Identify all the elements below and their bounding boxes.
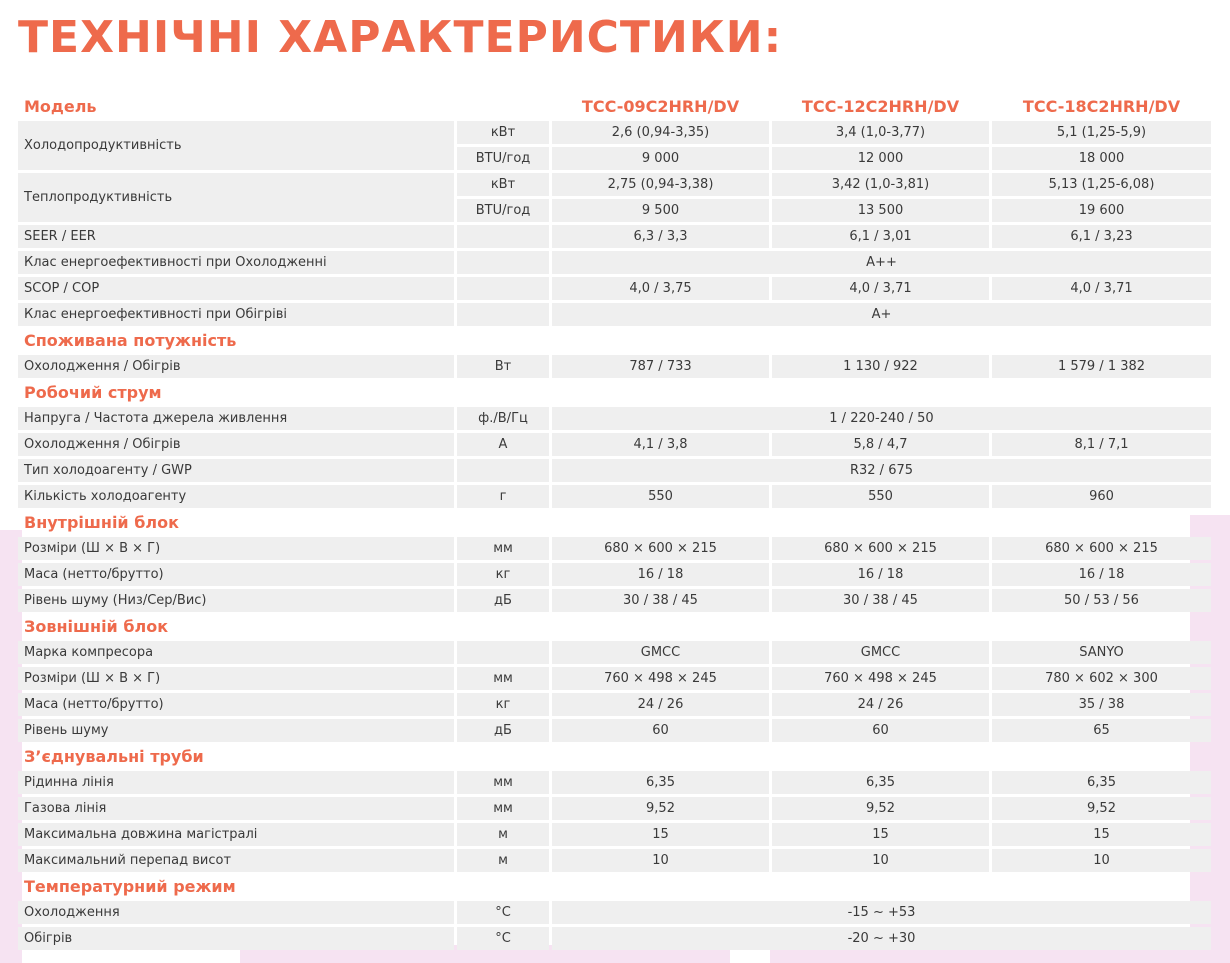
table-row: [18, 849, 1211, 872]
page-title: ТЕХНІЧНІ ХАРАКТЕРИСТИКИ:: [18, 12, 783, 63]
row-unit: [457, 251, 549, 274]
row-value: 4,1 / 3,8: [552, 433, 769, 456]
table-row: [18, 797, 1211, 820]
row-label: Охолодження / Обігрів: [18, 355, 454, 378]
table-row: [18, 459, 1211, 482]
model-name: TCC-18C2HRH/DV: [1022, 96, 1181, 116]
row-label: Маса (нетто/брутто): [18, 563, 454, 586]
row-value: 960: [992, 485, 1211, 508]
row-value: 4,0 / 3,71: [992, 277, 1211, 300]
section-title: З’єднувальні труби: [24, 747, 204, 766]
row-value: 16 / 18: [552, 563, 769, 586]
row-value: 2,6 (0,94-3,35): [552, 121, 769, 144]
row-value: A+: [552, 303, 1211, 326]
row-value: 3,42 (1,0-3,81): [772, 173, 989, 196]
row-unit: BTU/год: [457, 199, 549, 222]
row-unit: Вт: [457, 355, 549, 378]
row-value: 8,1 / 7,1: [992, 433, 1211, 456]
row-value: A++: [552, 251, 1211, 274]
row-unit: °C: [457, 927, 549, 950]
row-value: 15: [772, 823, 989, 846]
row-value: 60: [772, 719, 989, 742]
table-row: [18, 485, 1211, 508]
row-unit: г: [457, 485, 549, 508]
table-row: [18, 563, 1211, 586]
row-value: 5,13 (1,25-6,08): [992, 173, 1211, 196]
table-row: [18, 173, 1211, 196]
table-row: [18, 537, 1211, 560]
model-name: TCC-09C2HRH/DV: [581, 96, 740, 116]
section-title: Зовнішній блок: [24, 617, 169, 636]
row-value: 9,52: [992, 797, 1211, 820]
row-label: Газова лінія: [18, 797, 454, 820]
row-unit: кг: [457, 693, 549, 716]
row-value: 50 / 53 / 56: [992, 589, 1211, 612]
row-unit: м: [457, 849, 549, 872]
row-value: 16 / 18: [992, 563, 1211, 586]
table-row: [18, 225, 1211, 248]
section-heading: [18, 511, 1211, 534]
row-label: Максимальна довжина магістралі: [18, 823, 454, 846]
row-label: Рівень шуму (Низ/Сер/Вис): [18, 589, 454, 612]
row-label: Напруга / Частота джерела живлення: [18, 407, 454, 430]
row-value: 680 × 600 × 215: [992, 537, 1211, 560]
section-heading: [18, 381, 1211, 404]
row-value: 24 / 26: [552, 693, 769, 716]
table-row: [18, 433, 1211, 456]
row-label: Маса (нетто/брутто): [18, 693, 454, 716]
section-heading: [18, 875, 1211, 898]
row-value: 9 000: [552, 147, 769, 170]
section-heading: [18, 329, 1211, 352]
row-value: 65: [992, 719, 1211, 742]
row-value: 15: [992, 823, 1211, 846]
row-value: 6,1 / 3,23: [992, 225, 1211, 248]
section-title: Температурний режим: [24, 877, 236, 896]
section-title: Робочий струм: [24, 383, 162, 402]
row-label: Клас енергоефективності при Охолодженні: [18, 251, 454, 274]
row-label: Розміри (Ш × В × Г): [18, 537, 454, 560]
table-row: [18, 719, 1211, 742]
model-name: TCC-12C2HRH/DV: [801, 96, 960, 116]
section-heading: [18, 745, 1211, 768]
table-row: [18, 251, 1211, 274]
row-unit: кг: [457, 563, 549, 586]
row-value: 30 / 38 / 45: [552, 589, 769, 612]
table-row: [18, 121, 1211, 144]
row-label: Рівень шуму: [18, 719, 454, 742]
table-row: [18, 927, 1211, 950]
row-value: 15: [552, 823, 769, 846]
row-unit: мм: [457, 667, 549, 690]
specifications-table: [15, 91, 1214, 953]
table-row: [18, 277, 1211, 300]
row-value: 16 / 18: [772, 563, 989, 586]
table-row: [18, 667, 1211, 690]
row-value: 35 / 38: [992, 693, 1211, 716]
row-value: 680 × 600 × 215: [552, 537, 769, 560]
section-title: Споживана потужність: [24, 331, 237, 350]
row-value: 4,0 / 3,75: [552, 277, 769, 300]
table-row: [18, 641, 1211, 664]
row-value: 13 500: [772, 199, 989, 222]
row-value: 6,1 / 3,01: [772, 225, 989, 248]
row-unit: [457, 459, 549, 482]
row-unit: [457, 277, 549, 300]
row-unit: м: [457, 823, 549, 846]
row-label: Розміри (Ш × В × Г): [18, 667, 454, 690]
row-value: -15 ~ +53: [552, 901, 1211, 924]
row-value: 5,8 / 4,7: [772, 433, 989, 456]
row-value: 6,35: [552, 771, 769, 794]
table-row: [18, 407, 1211, 430]
row-value: 2,75 (0,94-3,38): [552, 173, 769, 196]
row-unit: мм: [457, 537, 549, 560]
row-value: R32 / 675: [552, 459, 1211, 482]
row-value: 787 / 733: [552, 355, 769, 378]
row-value: 1 / 220-240 / 50: [552, 407, 1211, 430]
row-value: 760 × 498 × 245: [552, 667, 769, 690]
row-value: 24 / 26: [772, 693, 989, 716]
row-value: 760 × 498 × 245: [772, 667, 989, 690]
row-value: 680 × 600 × 215: [772, 537, 989, 560]
table-row: [18, 901, 1211, 924]
row-value: 10: [992, 849, 1211, 872]
row-unit: [457, 225, 549, 248]
row-unit: дБ: [457, 719, 549, 742]
row-value: 550: [772, 485, 989, 508]
table-row: [18, 823, 1211, 846]
row-label: Холодопродуктивність: [18, 121, 454, 170]
row-value: 3,4 (1,0-3,77): [772, 121, 989, 144]
table-row: [18, 303, 1211, 326]
row-value: 10: [552, 849, 769, 872]
section-title: Внутрішній блок: [24, 513, 179, 532]
row-value: 5,1 (1,25-5,9): [992, 121, 1211, 144]
row-label: Теплопродуктивність: [18, 173, 454, 222]
row-value: 9 500: [552, 199, 769, 222]
row-value: 60: [552, 719, 769, 742]
row-label: SEER / EER: [18, 225, 454, 248]
row-label: Максимальний перепад висот: [18, 849, 454, 872]
row-label: Кількість холодоагенту: [18, 485, 454, 508]
row-value: 12 000: [772, 147, 989, 170]
row-unit: мм: [457, 797, 549, 820]
section-heading: [18, 615, 1211, 638]
row-value: 6,35: [992, 771, 1211, 794]
table-row: [18, 589, 1211, 612]
row-value: 1 130 / 922: [772, 355, 989, 378]
model-header-row: [18, 94, 1211, 118]
row-value: 4,0 / 3,71: [772, 277, 989, 300]
row-unit: BTU/год: [457, 147, 549, 170]
table-row: [18, 355, 1211, 378]
row-unit: кВт: [457, 173, 549, 196]
row-value: 30 / 38 / 45: [772, 589, 989, 612]
row-unit: ф./В/Гц: [457, 407, 549, 430]
row-unit: дБ: [457, 589, 549, 612]
row-unit: [457, 641, 549, 664]
row-value: 6,3 / 3,3: [552, 225, 769, 248]
table-row: [18, 693, 1211, 716]
row-value: 9,52: [772, 797, 989, 820]
row-label: Марка компресора: [18, 641, 454, 664]
row-unit: [457, 303, 549, 326]
row-unit: °C: [457, 901, 549, 924]
row-value: GMCC: [552, 641, 769, 664]
row-value: 550: [552, 485, 769, 508]
row-value: 18 000: [992, 147, 1211, 170]
row-value: 19 600: [992, 199, 1211, 222]
row-unit: кВт: [457, 121, 549, 144]
row-value: 1 579 / 1 382: [992, 355, 1211, 378]
row-label: Обігрів: [18, 927, 454, 950]
row-unit: мм: [457, 771, 549, 794]
table-row: [18, 771, 1211, 794]
row-label: SCOP / COP: [18, 277, 454, 300]
row-value: GMCC: [772, 641, 989, 664]
row-label: Охолодження: [18, 901, 454, 924]
row-unit: А: [457, 433, 549, 456]
row-value: 9,52: [552, 797, 769, 820]
row-label: Клас енергоефективності при Обігріві: [18, 303, 454, 326]
model-label: Модель: [24, 96, 97, 116]
row-label: Тип холодоагенту / GWP: [18, 459, 454, 482]
row-value: SANYO: [992, 641, 1211, 664]
row-value: 6,35: [772, 771, 989, 794]
row-label: Рідинна лінія: [18, 771, 454, 794]
row-value: 10: [772, 849, 989, 872]
row-label: Охолодження / Обігрів: [18, 433, 454, 456]
row-value: 780 × 602 × 300: [992, 667, 1211, 690]
row-value: -20 ~ +30: [552, 927, 1211, 950]
